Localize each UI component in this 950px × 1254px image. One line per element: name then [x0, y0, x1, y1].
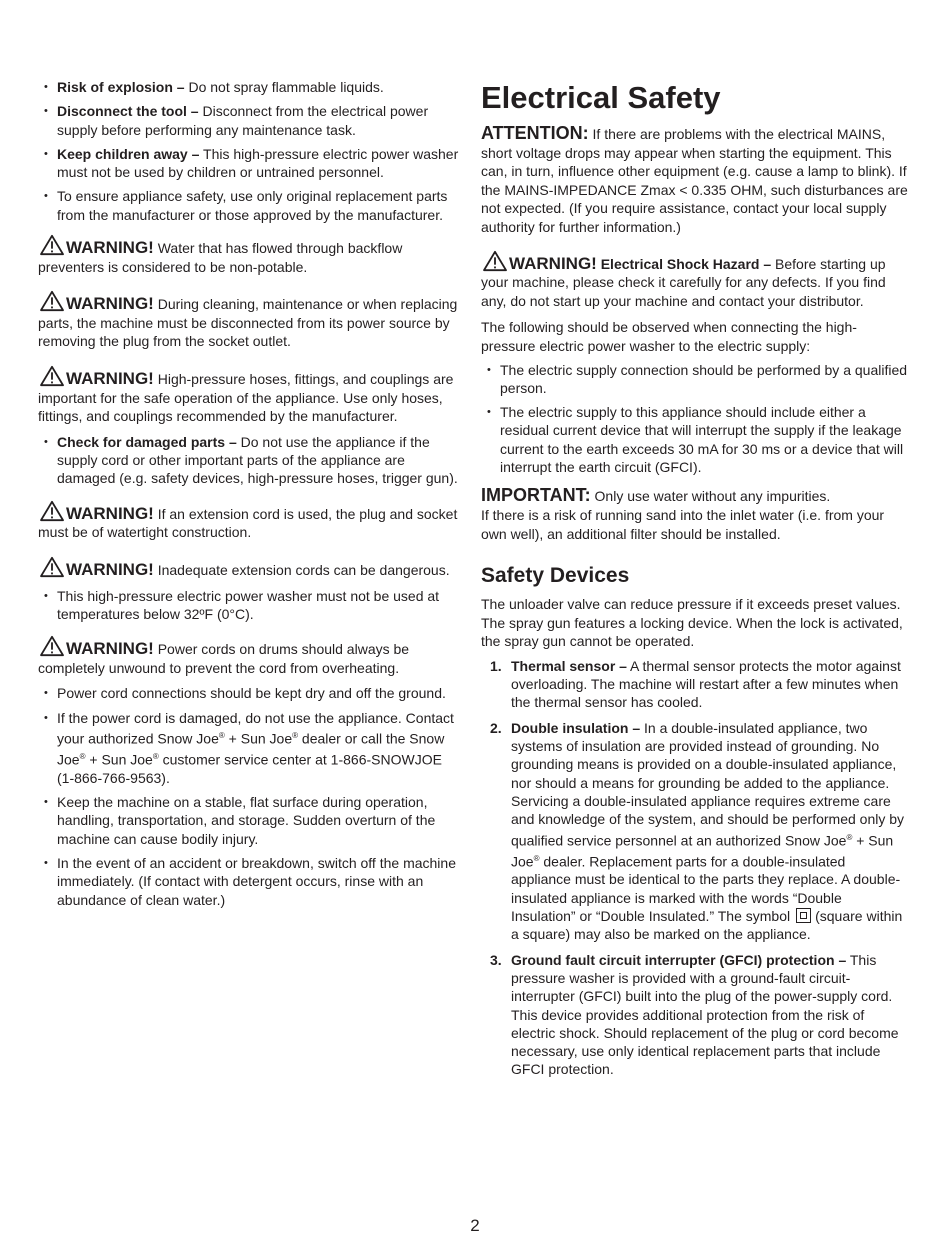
list-item	[38, 587, 460, 624]
warning-text: Before starting up your machine, please check it carefully for any defects. If you find any, do not start up your machine and contact your distributor.	[481, 255, 886, 309]
bullet-text: To ensure appliance safety, use only original replacement parts from the manufacturer or those approved by the manufacturer.	[57, 188, 448, 223]
bullet-text: + Sun Joe	[224, 730, 293, 747]
warning-text: Inadequate extension cords can be dangerous.	[153, 561, 450, 578]
important-text: Only use water without any impurities.	[590, 488, 831, 505]
bullet-text: This high-pressure electric power washer must not be used at temperatures below 32ºF (0°C).	[57, 587, 440, 622]
observe-paragraph: The following should be observed when connecting the high-pressure electric power washer to the electric supply:	[481, 319, 857, 354]
registered-mark: ®	[292, 730, 299, 740]
list-item	[481, 719, 909, 944]
shock-hazard-label: Electrical Shock Hazard –	[596, 255, 772, 272]
damaged-parts-list	[38, 433, 460, 488]
bullet-text: Do not spray flammable liquids.	[184, 79, 384, 95]
page-number: 2	[470, 1216, 480, 1235]
temperature-list	[38, 587, 460, 624]
item-text: A thermal sensor protects the motor against overloading. The machine will restart after a few minutes when the thermal sensor has cooled.	[511, 657, 901, 711]
item-bold: Thermal sensor –	[511, 657, 627, 674]
safety-bullet-list	[38, 78, 460, 224]
warning-label: WARNING!	[66, 639, 154, 659]
list-item	[38, 684, 460, 702]
item-bold: Ground fault circuit interrupter (GFCI) protection –	[511, 951, 847, 968]
warning-triangle-icon	[38, 556, 66, 578]
warning-triangle-icon	[38, 500, 66, 522]
warning-triangle-icon	[38, 365, 66, 387]
bullet-bold: Keep children away –	[57, 145, 200, 162]
bullet-bold: Check for damaged parts –	[57, 433, 237, 450]
item-text: dealer. Replacement parts for a double-insulated appliance must be identical to the parts they replace. A double-insulated appliance is marked with the words “Double Insulation” or “Double Insulated.” The symbol	[511, 853, 901, 925]
warning-label: WARNING!	[66, 238, 154, 258]
bullet-text: Disconnect from the electrical power supply before performing any maintenance task.	[57, 103, 429, 138]
warning-inadequate-cords	[38, 556, 460, 580]
bullet-text: customer service center at 1-866-SNOWJOE (1-866-766-9563).	[57, 751, 442, 786]
bullet-text: Do not use the appliance if the supply cord or other important parts of the appliance are damaged (e.g. safety devices, high-pressure hoses, trigger gun).	[57, 433, 458, 487]
safety-devices-heading: Safety Devices	[481, 564, 630, 588]
registered-mark: ®	[152, 751, 159, 761]
warning-label: WARNING!	[66, 294, 154, 314]
warning-triangle-icon	[38, 635, 66, 657]
registered-mark: ®	[79, 751, 86, 761]
warning-label: WARNING!	[66, 369, 154, 389]
item-number: 3.	[490, 951, 502, 968]
electric-supply-list	[481, 361, 909, 477]
safety-intro: The unloader valve can reduce pressure if it exceeds preset values. The spray gun features a locking device. When the lock is activated, the spray gun cannot be operated.	[481, 596, 903, 650]
warning-extension-cord	[38, 500, 460, 542]
important-text: If there is a risk of running sand into the inlet water (i.e. from your own well), an additional filter should be installed.	[481, 506, 885, 542]
bullet-text: The electric supply to this appliance should include either a residual current device that will interrupt the supply if the leakage current to the earth exceeds 30 mA for 30 ms or a device that will interrupt the earth circuit (GFCI).	[500, 404, 904, 476]
safety-devices-list	[481, 657, 909, 1079]
warning-triangle-icon	[38, 234, 66, 256]
list-item	[38, 709, 460, 788]
warning-text: If an extension cord is used, the plug and socket must be of watertight construction.	[38, 505, 458, 541]
bullet-text: Power cord connections should be kept dry and off the ground.	[57, 685, 446, 702]
item-text: (square within a square) may also be marked on the appliance.	[511, 908, 903, 943]
right-column	[481, 80, 909, 1079]
registered-mark: ®	[218, 730, 225, 740]
item-bold: Double insulation –	[511, 719, 641, 736]
page-title: Electrical Safety	[481, 80, 721, 115]
bullet-text: dealer or call the Snow Joe	[57, 730, 445, 768]
bullet-bold: Risk of explosion –	[57, 79, 185, 95]
bullet-text: In the event of an accident or breakdown, switch off the machine immediately. (If contact with detergent occurs, rinse with an abundance of clean water.)	[57, 854, 456, 908]
list-item	[38, 854, 460, 909]
power-cord-list	[38, 684, 460, 909]
warning-text: Water that has flowed through backflow preventers is considered to be non-potable.	[38, 240, 403, 275]
warning-backflow	[38, 234, 460, 276]
item-number: 1.	[490, 657, 502, 674]
item-text: In a double-insulated appliance, two systems of insulation are provided instead of grounding. No grounding means is provided on a double-insulated appliance, nor should a means for grounding be added to the appliance. Servicing a double-insulated appliance requires extreme care and knowledge of the system, and should be performed only by qualified service personnel at an authorized Snow Joe	[511, 719, 905, 849]
attention-text: If there are problems with the electrical MAINS, short voltage drops may appear when starting the equipment. This can, in turn, influence other equipment (e.g. cause a lamp to blink). If the MAINS-IMPEDANCE Zmax < 0.335 OHM, such disturbances are not expected. (If you require assistance, contact your local supply authority for further information.)	[481, 126, 908, 235]
bullet-text: Keep the machine on a stable, flat surface during operation, handling, transportation, and storage. Sudden overturn of the machine can cause bodily injury.	[57, 794, 436, 847]
warning-label: WARNING!	[66, 503, 154, 523]
list-item	[38, 433, 460, 488]
warning-label: WARNING!	[66, 559, 154, 579]
attention-label: ATTENTION:	[481, 123, 589, 143]
warning-hoses	[38, 365, 460, 426]
list-item	[481, 657, 909, 712]
warning-power-cords	[38, 635, 460, 677]
bullet-text: + Sun Joe	[85, 751, 153, 768]
item-number: 2.	[490, 719, 502, 736]
warning-triangle-icon	[38, 290, 66, 312]
list-item	[481, 361, 909, 398]
list-item	[38, 187, 460, 224]
item-text: This pressure washer is provided with a ground-fault circuit-interrupter (GFCI) built into the plug of the power-supply cord. This device provides additional protection from the risk of electric shock. Should replacement of the plug or cord become necessary, use only identical replacement parts that include GFCI protection.	[511, 951, 899, 1078]
important-paragraph	[481, 486, 909, 543]
list-item	[38, 145, 460, 182]
list-item	[38, 102, 460, 139]
bullet-text: This high-pressure electric power washer must not be used by children or untrained personnel.	[57, 145, 459, 181]
bullet-bold: Disconnect the tool –	[57, 103, 199, 120]
left-column	[38, 78, 460, 909]
double-insulation-symbol-icon	[796, 908, 811, 923]
warning-disconnect	[38, 290, 460, 351]
list-item	[38, 793, 460, 848]
list-item	[38, 78, 460, 96]
warning-text: Power cords on drums should always be completely unwound to prevent the cord from overheating.	[38, 641, 410, 676]
attention-paragraph	[481, 124, 909, 237]
list-item	[481, 403, 909, 476]
warning-text: During cleaning, maintenance or when replacing parts, the machine must be disconnected from its power source by removing the plug from the socket outlet.	[38, 296, 458, 350]
item-text: + Sun Joe	[511, 832, 894, 870]
warning-label: WARNING!	[509, 253, 597, 273]
list-item	[481, 951, 909, 1079]
warning-electrical-shock	[481, 250, 909, 311]
registered-mark: ®	[533, 853, 540, 863]
warning-text: High-pressure hoses, fittings, and couplings are important for the safe operation of the appliance. Use only hoses, fittings, and couplings recommended by the manufacturer.	[38, 371, 454, 425]
registered-mark: ®	[846, 832, 853, 842]
important-label: IMPORTANT:	[481, 485, 591, 506]
bullet-text: The electric supply connection should be performed by a qualified person.	[500, 361, 908, 396]
bullet-text: If the power cord is damaged, do not use the appliance. Contact your authorized Snow Joe	[57, 709, 454, 747]
warning-triangle-icon	[481, 250, 509, 272]
